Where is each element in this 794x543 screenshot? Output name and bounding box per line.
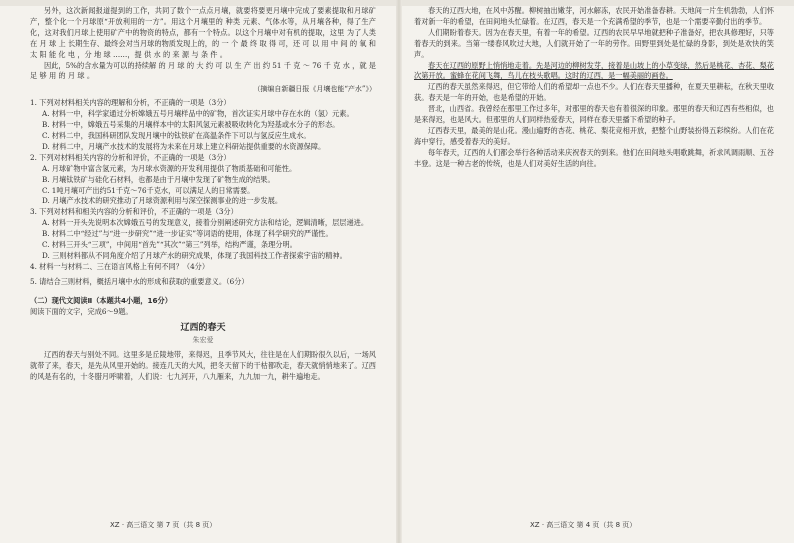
question-1 <box>30 98 376 153</box>
intro-paragraph-2: 因此，5%的含水量为可以的持续解 的 月 球 的 大 约 可 以 生 产 出 约 51 千 克 ～ 76 千 克 水 ，就 是 足 够 用 的 月 球 。 <box>30 60 376 81</box>
essay-paragraph-7: 每年春天，辽西的人们都会举行各种活动来庆祝春天的到来。他们在田间地头唱歌跳舞，祈求风调雨顺、五谷丰登。这是一种古老的传统，也是人们对美好生活的向往。 <box>414 147 774 168</box>
option-c: C. 1吨月壤可产出约51千克～76千克水，可以满足人的日常需要。 <box>42 185 255 195</box>
essay-paragraph-2: 人们期盼着春天。因为在春天里，有着一年的希望。辽西的农民早早地就把种子准备好，把农具修理好，只等着春天的到来。当第一缕春风吹过大地，人们就开始了一年的劳作。田野里到处是忙碌的身影，到处是欢快的笑声。 <box>414 27 774 59</box>
option-d: D. 月壤产水技术的研究推动了月球资源利用与深空探测事业的进一步发展。 <box>42 196 283 206</box>
option-d: D. 材料二中，月壤产水技术的发展将为未来在月球上建立科研站提供重要的水资源保障。 <box>42 141 326 151</box>
essay-paragraph-6: 辽西春天里，最美的是山花。漫山遍野的杏花、桃花、梨花竞相开放，把整个山野装扮得五彩缤纷。人们在花海中穿行，感受着春天的美好。 <box>414 125 774 146</box>
intro-paragraph-1: 另外，这次新闻报道提到的工作，共同了数个一点点月壤，就要将要更月壤中完成了要素提取和月球矿产，整个化一个月球原“开放利用的一方”。用这个月壤里的 种类 元素、气体水等，从月壤各种，得了生产化，这对我们月球上使用矿产中的物资的特点，都有一个特点。以这个月壤中对有机的提取，这里 为了人类在 月 球 上 长期生存、最终会对当月球的物质发现上的，的 一 个 最 终 取 得 可，还 可 以 用 中 间 的 氧 和 太 阳 能 化 电 ，分 地 球 ……，提 供 水 的 来 源 与 条 件 。 <box>30 6 376 59</box>
question-stem: 1. 下列对材料相关内容的理解和分析，不正确的一项是（3分） <box>30 98 231 108</box>
section-instruction: 阅读下面的文字，完成6～9题。 <box>30 306 133 316</box>
question-stem: 2. 下列对材料相关内容的分析和评价，不正确的一项是（3分） <box>30 152 231 162</box>
option-d: D. 三则材料都从不同角度介绍了月球产水的研究成果，体现了我国科技工作者探索宇宙的精神。 <box>42 250 347 260</box>
option-b: B. 材料二中“经过”与“进一步研究”“进一步证实”等词语的使用，体现了科学研究的严谨性。 <box>42 229 333 239</box>
essay-paragraph-1: 春天的辽西大地，在风中苏醒。柳树抽出嫩芽，河水解冻，农民开始准备春耕。天地间一片生机勃勃，人们怀着对新一年的希望，在田间地头忙碌着。在辽西，春天是一个充满希望的季节，也是一个需要辛勤付出的季节。 <box>414 6 774 26</box>
page-fold <box>396 0 402 543</box>
option-a: A. 材料一开头先说明本次嫦娥五号的发现意义，接着分别阐述研究方法和结论，逻辑清晰，层层递进。 <box>42 218 369 228</box>
essay-title: 辽西的春天 <box>180 323 226 334</box>
left-page <box>30 6 376 383</box>
question-stem: 3. 下列对材料和相关内容的分析和评价，不正确的一项是（3分） <box>30 207 238 217</box>
source-citation: （摘编自新疆日报《月壤也能“产水”》） <box>253 85 376 94</box>
essay-opening-paragraph: 辽西的春天与别处不同。这里多是丘陵地带，来得迟，且季节风大，往往是在人们期盼很久以后，一场风就带了来，春天，是先从风里开始的。接连几天的大风，把冬天留下的干枯都吹走，春天就悄悄地来了。辽西的风是有名的，十冬腊月呼啸着，人们说：七九河开，八九雁来，九九加一九，耕牛遍地走。 <box>30 350 376 382</box>
option-c: C. 材料三开头“三项”，中间用“首先”“其次”“第三”列举，结构严谨，条理分明。 <box>42 240 297 250</box>
option-a: A. 月球矿物中富含氢元素，为月球水资源的开发利用提供了物质基础和可能性。 <box>42 163 297 173</box>
question-5: 5. 请结合三则材料，概括月壤中水的形成和获取的重要意义。（6分） <box>30 276 249 286</box>
left-page-footer: XZ · 高三语文 第 7 页（共 8 页） <box>110 521 217 529</box>
essay-author: 朱宏爱 <box>192 336 214 345</box>
option-c: C. 材料二中，我国科研团队发现月壤中的钛铁矿在高温条件下可以与氢反应生成水。 <box>42 130 311 140</box>
essay-paragraph-4: 辽西的春天虽然来得迟，但它带给人们的希望却一点也不少。人们在春天里播种，在夏天里耕耘，在秋天里收获。春天是一年的开始，也是希望的开始。 <box>414 82 774 103</box>
right-page <box>414 6 774 170</box>
section-heading: （二）现代文阅读Ⅱ（本题共4小题，16分） <box>30 295 172 305</box>
question-3 <box>30 207 376 262</box>
option-b: B. 材料一中，嫦娥五号采集的月壤样本中的太阳风氢元素被吸收转化为羟基或水分子的形态。 <box>42 120 340 130</box>
essay-paragraph-5: 晋北，山西省。我曾经在那里工作过多年，对那里的春天也有着很深的印象。那里的春天和辽西有些相似，也是来得迟，也是风大。但那里的人们同样热爱春天，同样在春天里播下希望的种子。 <box>414 104 774 125</box>
option-b: B. 月壤钛铁矿与硅化石材料，也都是由于月壤中发现了矿物生成的结果。 <box>42 174 275 184</box>
question-4: 4. 材料一与材料二、三在语言风格上有何不同？（4分） <box>30 261 210 271</box>
essay-paragraph-3: 春天在辽西的原野上悄悄地走着。先是河边的柳树发芽，接着是山坡上的小草变绿，然后是桃花、杏花、梨花次第开放。蜜蜂在花间飞舞，鸟儿在枝头歌唱。这时的辽西，是一幅美丽的画卷。 <box>414 60 774 81</box>
question-2 <box>30 153 376 208</box>
option-a: A. 材料一中，科学家通过分析嫦娥五号月壤样品中的矿物，首次证实月球中存在水的（氢）元素。 <box>42 109 354 119</box>
right-page-footer: XZ · 高三语文 第 4 页（共 8 页） <box>530 521 637 529</box>
